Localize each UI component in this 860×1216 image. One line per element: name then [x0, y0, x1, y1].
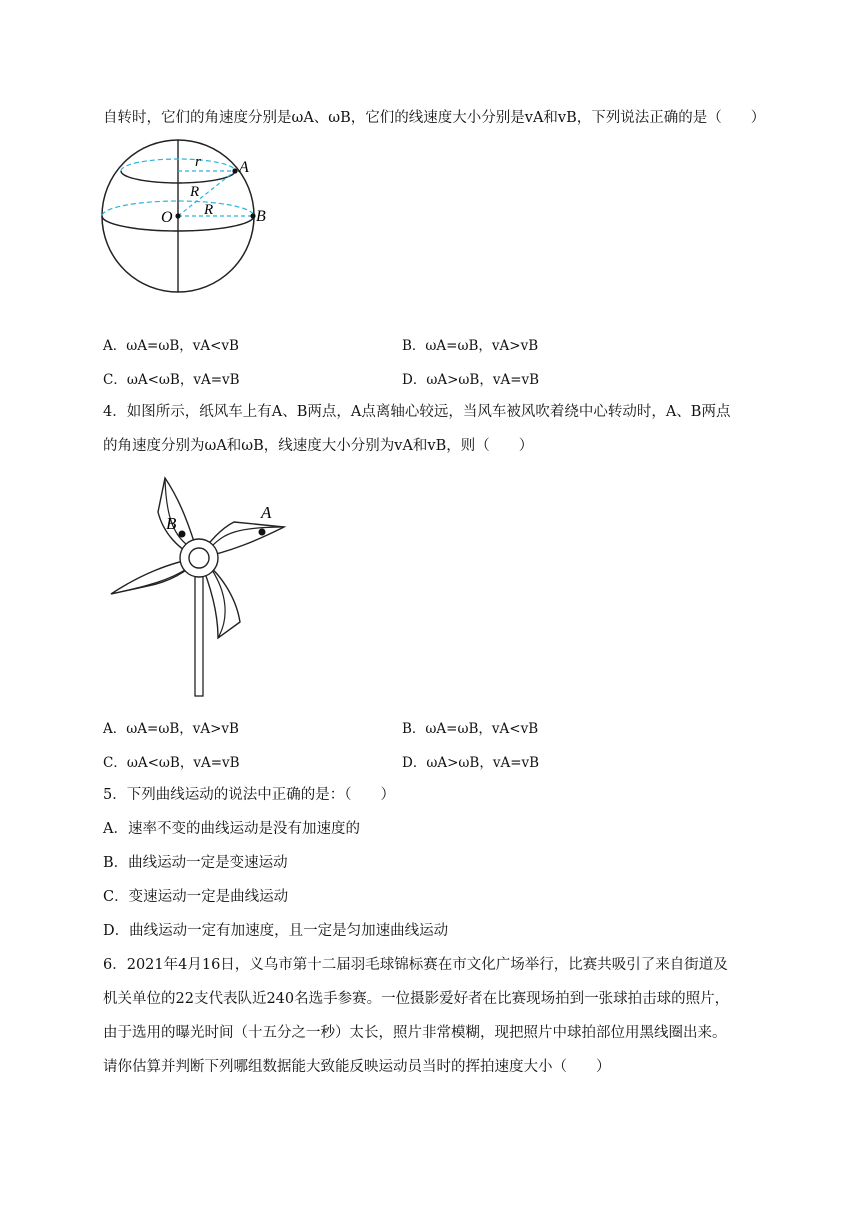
q3-stem-line: 自转时，它们的角速度分别是ωA、ωB，它们的线速度大小分别是vA和vB，下列说法正确的是（ ）: [103, 110, 766, 126]
q5-option-b: B．曲线运动一定是变速运动: [103, 855, 288, 871]
q6-stem-line-2: 机关单位的22支代表队近240名选手参赛。一位摄影爱好者在比赛现场拍到一张球拍击球的照片，: [103, 991, 730, 1007]
q4-option-a: A．ωA=ωB，vA>vB: [103, 721, 239, 737]
q3-option-a: A．ωA=ωB，vA<vB: [103, 338, 239, 354]
q4-option-b: B．ωA=ωB，vA<vB: [402, 721, 539, 737]
pinwheel-label-A: A: [261, 503, 272, 522]
label-O: O: [161, 209, 173, 226]
label-r: r: [195, 154, 201, 170]
label-B: B: [256, 208, 266, 225]
q5-option-a: A．速率不变的曲线运动是没有加速度的: [103, 821, 360, 837]
earth-sphere-figure: [100, 138, 275, 303]
label-A: A: [239, 159, 249, 176]
pinwheel-label-B: B: [166, 514, 177, 533]
q5-option-d: D．曲线运动一定有加速度，且一定是匀加速曲线运动: [103, 923, 449, 939]
q4-stem-line-2: 的角速度分别为ωA和ωB，线速度大小分别为vA和vB，则（ ）: [103, 438, 534, 454]
q5-stem: 5．下列曲线运动的说法中正确的是：（ ）: [103, 787, 395, 803]
label-R-upper: R: [190, 184, 200, 200]
q6-stem-line-4: 请你估算并判断下列哪组数据能大致能反映运动员当时的挥拍速度大小（ ）: [103, 1059, 611, 1075]
pinwheel-figure: [108, 472, 293, 702]
q6-stem-line-1: 6．2021年4月16日，义乌市第十二届羽毛球锦标赛在市文化广场举行，比赛共吸引了来自街道及: [103, 957, 728, 973]
label-R-lower: R: [204, 202, 214, 218]
q4-option-d: D．ωA>ωB，vA=vB: [402, 755, 540, 771]
q3-option-b: B．ωA=ωB，vA>vB: [402, 338, 539, 354]
q3-option-c: C．ωA<ωB，vA=vB: [103, 372, 240, 388]
q4-stem-line-1: 4．如图所示，纸风车上有A、B两点，A点离轴心较远，当风车被风吹着绕中心转动时，A、B两点: [103, 404, 731, 420]
q6-stem-line-3: 由于选用的曝光时间（十五分之一秒）太长，照片非常模糊，现把照片中球拍部位用黑线圈出来。: [103, 1025, 727, 1041]
q3-option-d: D．ωA>ωB，vA=vB: [402, 372, 540, 388]
q4-option-c: C．ωA<ωB，vA=vB: [103, 755, 240, 771]
q5-option-c: C．变速运动一定是曲线运动: [103, 889, 289, 905]
